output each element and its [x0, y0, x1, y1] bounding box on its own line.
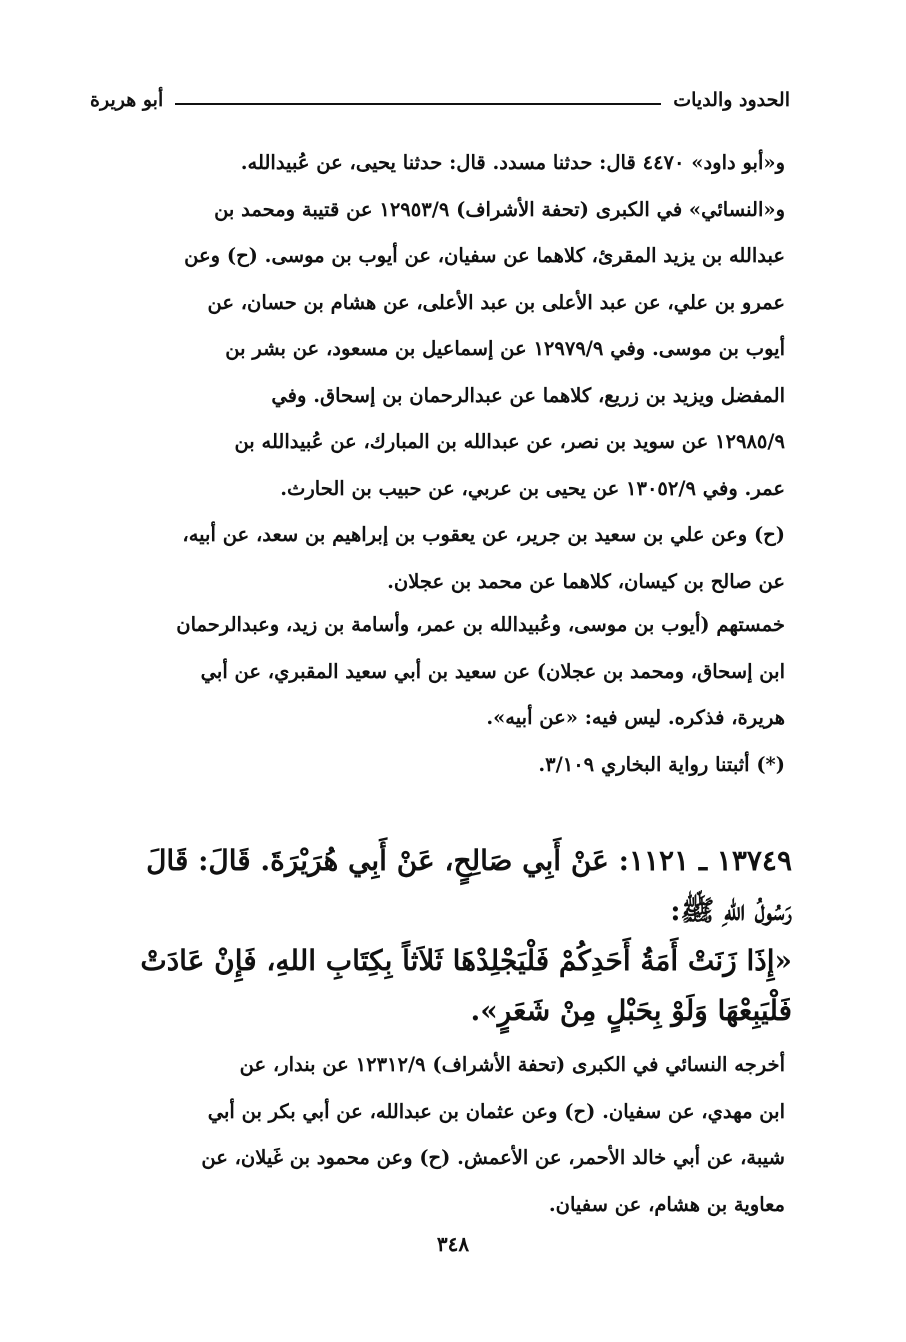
- hadith-isnad-line: ١٣٧٤٩ ـ ١١٢١: عَنْ أَبِي صَالِحٍ، عَنْ أَبِي هُرَيْرَةَ. قَالَ: قَالَ: [146, 844, 792, 877]
- text-line: شيبة، عن أبي خالد الأحمر، عن الأعمش. (ح) وعن محمود بن غَيلان، عن: [201, 1146, 785, 1169]
- hadith-text: [92, 836, 792, 1036]
- text-line: عمرو بن علي، عن عبد الأعلى بن عبد الأعلى، عن هشام بن حسان، عن: [207, 290, 785, 314]
- text-line: المفضل ويزيد بن زريع، كلاهما عن عبدالرحمان بن إسحاق. وفي: [271, 383, 785, 407]
- header-rule: [175, 103, 661, 105]
- takhrij-block-3: [95, 1042, 785, 1228]
- header-section-title: أبو هريرة: [90, 89, 164, 111]
- text-line: هريرة، فذكره. ليس فيه: «عن أبيه».: [486, 706, 785, 729]
- hadith-matn-line: فَلْيَبِعْهَا وَلَوْ بِحَبْلٍ مِنْ شَعَرٍ».: [470, 994, 792, 1027]
- text-line: عن صالح بن كيسان، كلاهما عن محمد بن عجلان.: [387, 569, 785, 593]
- hadith-isnad-line: رَسُولُ اللهِ ﷺ:: [670, 894, 792, 927]
- header-chapter-title: الحدود والديات: [673, 89, 790, 111]
- text-line: خمستهم (أيوب بن موسى، وعُبيدالله بن عمر، وأسامة بن زيد، وعبدالرحمان: [176, 613, 785, 636]
- text-line: ١٢٩٨٥/٩ عن سويد بن نصر، عن عبدالله بن المبارك، عن عُبيدالله بن: [234, 430, 785, 453]
- text-line: و«أبو داود» ٤٤٧٠ قال: حدثنا مسدد. قال: حدثنا يحيى، عن عُبيدالله.: [240, 151, 785, 174]
- takhrij-block-1: [95, 140, 785, 605]
- text-line: معاوية بن هشام، عن سفيان.: [548, 1192, 785, 1216]
- running-header: [90, 82, 790, 118]
- text-line: عبدالله بن يزيد المقرئ، كلاهما عن سفيان، عن أيوب بن موسى. (ح) وعن: [184, 244, 785, 267]
- takhrij-block-2: [95, 602, 785, 788]
- text-line: أخرجه النسائي في الكبرى (تحفة الأشراف) ١٢٣١٢/٩ عن بندار، عن: [239, 1053, 785, 1076]
- hadith-matn-line: «إِذَا زَنَتْ أَمَةُ أَحَدِكُمْ فَلْيَجْلِدْهَا ثَلاَثاً بِكِتَابِ اللهِ، فَإِنْ عَادَتْ: [140, 944, 792, 977]
- text-line: ابن مهدي، عن سفيان. (ح) وعن عثمان بن عبدالله، عن أبي بكر بن أبي: [207, 1099, 785, 1123]
- text-line: أيوب بن موسى. وفي ١٢٩٧٩/٩ عن إسماعيل بن مسعود، عن بشر بن: [225, 337, 785, 360]
- footnote-note: (*) أثبتنا رواية البخاري ٣/١٠٩.: [538, 752, 785, 776]
- text-line: و«النسائي» في الكبرى (تحفة الأشراف) ١٢٩٥٣/٩ عن قتيبة ومحمد بن: [214, 197, 785, 221]
- text-line: (ح) وعن علي بن سعيد بن جرير، عن يعقوب بن إبراهيم بن سعد، عن أبيه،: [182, 523, 785, 546]
- text-line: عمر. وفي ١٣٠٥٢/٩ عن يحيى بن عربي، عن حبيب بن الحارث.: [280, 476, 785, 500]
- text-line: ابن إسحاق، ومحمد بن عجلان) عن سعيد بن أبي سعيد المقبري، عن أبي: [200, 659, 785, 683]
- page-number: ٣٤٨: [436, 1232, 470, 1256]
